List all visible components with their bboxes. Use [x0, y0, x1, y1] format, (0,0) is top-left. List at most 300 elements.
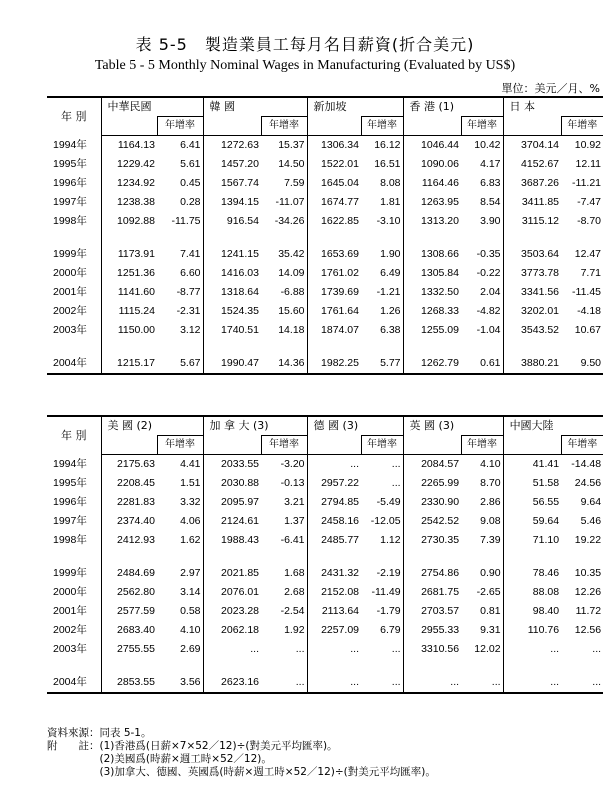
growth-rate-header: 年增率	[361, 436, 403, 455]
footnote: (3)加拿大、德國、英國爲(時薪×週工時×52／12)÷(對美元平均匯率)。	[47, 766, 436, 778]
growth-cell: -4.18	[577, 305, 602, 317]
growth-cell: 1.62	[180, 534, 201, 546]
wage-cell: ...	[307, 455, 361, 475]
growth-cell: 1.81	[380, 196, 401, 208]
country-header: 美 國 (2)	[101, 416, 203, 436]
wage-cell: 1238.38	[101, 193, 157, 212]
growth-cell: 1.92	[284, 624, 305, 636]
table-row	[47, 321, 603, 340]
growth-cell: 2.86	[480, 496, 501, 508]
year-header: 年 別	[61, 109, 87, 123]
growth-cell: -1.21	[376, 286, 401, 298]
growth-cell: 8.54	[480, 196, 501, 208]
growth-cell: ...	[461, 673, 503, 693]
wage-cell: 1272.63	[203, 136, 261, 156]
growth-rate-header: 年增率	[561, 436, 603, 455]
growth-cell: 0.90	[480, 567, 501, 579]
wage-cell: ...	[203, 640, 261, 659]
wage-cell: 916.54	[203, 212, 261, 231]
growth-cell: -1.79	[376, 605, 401, 617]
wage-cell: 3687.26	[503, 174, 561, 193]
year-header: 年 別	[61, 428, 87, 442]
growth-cell: 0.81	[480, 605, 501, 617]
growth-cell: -11.49	[371, 586, 401, 598]
growth-cell: -14.48	[571, 458, 602, 470]
growth-cell: 8.70	[480, 477, 501, 489]
wage-cell: 1046.44	[403, 136, 461, 156]
wage-cell: 1251.36	[101, 264, 157, 283]
growth-cell: 3.12	[180, 324, 201, 336]
wage-cell: 1457.20	[203, 155, 261, 174]
growth-cell: 9.64	[580, 496, 602, 508]
growth-cell: 0.58	[180, 605, 201, 617]
growth-cell: ...	[561, 673, 603, 693]
growth-cell: 5.46	[580, 515, 602, 527]
growth-cell: -0.22	[476, 267, 501, 279]
wage-cell: 1874.07	[307, 321, 361, 340]
growth-cell: -3.10	[376, 215, 401, 227]
wage-cell: 59.64	[503, 512, 561, 531]
wage-cell: 1215.17	[101, 354, 157, 374]
wage-cell: 1739.69	[307, 283, 361, 302]
wage-cell: 1234.92	[101, 174, 157, 193]
growth-cell: -2.19	[376, 567, 401, 579]
growth-cell: 6.60	[180, 267, 201, 279]
wage-cell: 1305.84	[403, 264, 461, 283]
table-row	[47, 354, 603, 374]
growth-cell: -2.65	[476, 586, 501, 598]
growth-cell: 3.90	[480, 215, 501, 227]
growth-cell: 4.17	[480, 158, 501, 170]
growth-cell: 1.68	[284, 567, 305, 579]
wage-cell: 41.41	[503, 455, 561, 475]
growth-cell: 16.12	[374, 139, 401, 151]
wage-cell: 1268.33	[403, 302, 461, 321]
table-row	[47, 493, 603, 512]
growth-cell: -34.26	[274, 215, 305, 227]
growth-cell: 6.83	[480, 177, 501, 189]
growth-cell: -6.41	[280, 534, 305, 546]
growth-cell: ...	[295, 643, 305, 655]
country-header: 德 國 (3)	[307, 416, 403, 436]
year-cell: 2002年	[53, 624, 87, 636]
growth-cell: 12.56	[574, 624, 602, 636]
country-header: 新加坡	[307, 97, 403, 117]
growth-cell: 1.12	[380, 534, 401, 546]
wage-cell: 4152.67	[503, 155, 561, 174]
growth-cell: -12.05	[370, 515, 401, 527]
growth-cell: 5.61	[180, 158, 201, 170]
growth-cell: 3.56	[157, 673, 203, 693]
growth-cell: 14.50	[278, 158, 305, 170]
growth-cell: 10.35	[574, 567, 602, 579]
growth-cell: -4.82	[476, 305, 501, 317]
wage-cell: 2281.83	[101, 493, 157, 512]
wage-cell: 1115.24	[101, 302, 157, 321]
wage-cell: 1645.04	[307, 174, 361, 193]
wage-cell: 2076.01	[203, 583, 261, 602]
table-row	[47, 302, 603, 321]
growth-cell: 9.08	[480, 515, 501, 527]
country-header: 英 國 (3)	[403, 416, 503, 436]
growth-cell: -11.75	[171, 215, 201, 227]
growth-cell: 15.37	[278, 139, 305, 151]
wage-cell: 1263.95	[403, 193, 461, 212]
wage-cell: 2021.85	[203, 564, 261, 583]
wage-cell: 2330.90	[403, 493, 461, 512]
growth-cell: 11.72	[575, 605, 602, 617]
wage-cell: 2023.28	[203, 602, 261, 621]
wage-cell: 2175.63	[101, 455, 157, 475]
wage-cell: 3341.56	[503, 283, 561, 302]
growth-rate-header: 年增率	[361, 117, 403, 136]
growth-cell: 10.67	[574, 324, 602, 336]
table-row	[47, 583, 603, 602]
wage-cell: 2484.69	[101, 564, 157, 583]
title-english: Table 5 - 5 Monthly Nominal Wages in Manufacturing (Evaluated by US$)	[94, 58, 516, 73]
table-row	[47, 136, 603, 156]
wage-cell: ...	[503, 640, 561, 659]
growth-cell: 5.77	[361, 354, 403, 374]
table-row	[47, 193, 603, 212]
wage-cell: 3543.52	[503, 321, 561, 340]
growth-cell: -2.54	[280, 605, 305, 617]
wage-cell: 3411.85	[503, 193, 561, 212]
spacer-row	[47, 550, 603, 564]
table-row	[47, 512, 603, 531]
wage-cell: ...	[307, 640, 361, 659]
growth-cell: 4.06	[180, 515, 201, 527]
table-row	[47, 245, 603, 264]
wage-cell: 2754.86	[403, 564, 461, 583]
growth-cell: 9.31	[480, 624, 501, 636]
growth-cell: 4.41	[180, 458, 201, 470]
wage-cell: 1761.64	[307, 302, 361, 321]
growth-cell: 1.26	[380, 305, 401, 317]
table-row	[47, 673, 603, 693]
wage-cell: 3503.64	[503, 245, 561, 264]
growth-cell: 35.42	[278, 248, 305, 260]
wage-cell: 3115.12	[503, 212, 561, 231]
wage-cell: 2033.55	[203, 455, 261, 475]
wage-cell: 2542.52	[403, 512, 461, 531]
growth-cell: 1.51	[180, 477, 201, 489]
wage-cell: 1255.09	[403, 321, 461, 340]
growth-cell: 6.41	[180, 139, 201, 151]
growth-cell: 7.59	[284, 177, 305, 189]
growth-cell: ...	[391, 477, 401, 489]
footnotes	[47, 727, 436, 779]
wage-cell: 2265.99	[403, 474, 461, 493]
table-row	[47, 174, 603, 193]
growth-cell: ...	[261, 673, 307, 693]
growth-cell: -8.77	[176, 286, 201, 298]
country-header: 加 拿 大 (3)	[203, 416, 307, 436]
growth-cell: 10.42	[474, 139, 501, 151]
wage-cell: 78.46	[503, 564, 561, 583]
wage-cell: 1622.85	[307, 212, 361, 231]
wage-cell: ...	[403, 673, 461, 693]
year-cell: 1998年	[53, 534, 87, 546]
year-cell: 1999年	[53, 567, 87, 579]
country-header: 韓 國	[203, 97, 307, 117]
wage-cell: ...	[307, 673, 361, 693]
wage-cell: 2062.18	[203, 621, 261, 640]
wage-cell: 1308.66	[403, 245, 461, 264]
growth-cell: 15.60	[278, 305, 305, 317]
wage-cell: 1740.51	[203, 321, 261, 340]
wage-cell: 2152.08	[307, 583, 361, 602]
wage-cell: 1988.43	[203, 531, 261, 550]
wage-cell: 2030.88	[203, 474, 261, 493]
wage-cell: 1522.01	[307, 155, 361, 174]
wage-cell: 2853.55	[101, 673, 157, 693]
wage-cell: 3773.78	[503, 264, 561, 283]
growth-cell: -3.20	[280, 458, 305, 470]
growth-cell: 3.32	[180, 496, 201, 508]
wage-cell: 1164.46	[403, 174, 461, 193]
wage-cell: 51.58	[503, 474, 561, 493]
growth-cell: -11.21	[572, 177, 602, 189]
growth-cell: -2.31	[176, 305, 201, 317]
wage-cell: 1990.47	[203, 354, 261, 374]
wage-cell: 1241.15	[203, 245, 261, 264]
wage-cell: 2374.40	[101, 512, 157, 531]
year-cell: 1994年	[53, 138, 87, 151]
wage-cell: 56.55	[503, 493, 561, 512]
table-row	[47, 212, 603, 231]
growth-cell: 0.45	[180, 177, 201, 189]
wage-cell: 2431.32	[307, 564, 361, 583]
growth-cell: 12.26	[574, 586, 602, 598]
wage-cell: 2703.57	[403, 602, 461, 621]
growth-cell: -5.49	[376, 496, 401, 508]
wage-cell: 1229.42	[101, 155, 157, 174]
wage-cell: 1306.34	[307, 136, 361, 156]
table-row	[47, 474, 603, 493]
growth-cell: 12.47	[574, 248, 602, 260]
growth-cell: 1.37	[284, 515, 305, 527]
wage-cell: 1092.88	[101, 212, 157, 231]
wage-cell: 1567.74	[203, 174, 261, 193]
growth-rate-header: 年增率	[157, 436, 203, 455]
year-cell: 1999年	[53, 248, 87, 260]
year-cell: 2003年	[53, 643, 87, 655]
wage-cell: 88.08	[503, 583, 561, 602]
year-cell: 1998年	[53, 215, 87, 227]
spacer-row	[47, 659, 603, 673]
growth-rate-header: 年增率	[261, 117, 307, 136]
growth-cell: 2.69	[180, 643, 201, 655]
source-note: 資料來源：同表 5-1。	[47, 727, 152, 739]
wage-cell: 2577.59	[101, 602, 157, 621]
table-row	[47, 564, 603, 583]
unit-label: 單位：美元／月、%	[501, 82, 600, 95]
table-row	[47, 602, 603, 621]
wage-cell: 3704.14	[503, 136, 561, 156]
growth-cell: -11.45	[572, 286, 602, 298]
growth-rate-header: 年增率	[461, 117, 503, 136]
wage-cell: 2208.45	[101, 474, 157, 493]
wage-cell: 2257.09	[307, 621, 361, 640]
growth-cell: 9.50	[561, 354, 603, 374]
wage-cell: 2485.77	[307, 531, 361, 550]
growth-cell: -8.70	[577, 215, 602, 227]
wage-cell: 71.10	[503, 531, 561, 550]
wage-cell: 2458.16	[307, 512, 361, 531]
table-row	[47, 621, 603, 640]
growth-cell: 14.36	[261, 354, 307, 374]
wage-cell: 1761.02	[307, 264, 361, 283]
wage-cell: 2412.93	[101, 531, 157, 550]
growth-cell: 7.41	[180, 248, 201, 260]
table-row	[47, 640, 603, 659]
wage-cell: 2755.55	[101, 640, 157, 659]
wage-cell: 1982.25	[307, 354, 361, 374]
growth-cell: 0.28	[180, 196, 201, 208]
wage-cell: 1318.64	[203, 283, 261, 302]
growth-cell: 4.10	[180, 624, 201, 636]
growth-cell: 6.79	[380, 624, 401, 636]
wage-cell: 1090.06	[403, 155, 461, 174]
growth-cell: 4.10	[480, 458, 501, 470]
growth-cell: ...	[592, 643, 602, 655]
wage-cell: 1524.35	[203, 302, 261, 321]
table-row	[47, 264, 603, 283]
wage-cell: ...	[503, 673, 561, 693]
growth-cell: -1.04	[476, 324, 501, 336]
wage-cell: 2095.97	[203, 493, 261, 512]
growth-cell: 5.67	[157, 354, 203, 374]
wage-cell: 98.40	[503, 602, 561, 621]
year-cell: 2000年	[53, 586, 87, 598]
wage-cell: 2955.33	[403, 621, 461, 640]
growth-cell: 6.49	[380, 267, 401, 279]
year-cell: 1996年	[53, 177, 87, 189]
growth-cell: 2.97	[180, 567, 201, 579]
country-header: 日 本	[503, 97, 603, 117]
spacer-row	[47, 231, 603, 245]
wage-cell: 1313.20	[403, 212, 461, 231]
wage-cell: 3310.56	[403, 640, 461, 659]
growth-cell: ...	[361, 673, 403, 693]
growth-cell: 24.56	[574, 477, 602, 489]
growth-rate-header: 年增率	[261, 436, 307, 455]
growth-cell: 1.90	[380, 248, 401, 260]
wages-table-west	[47, 415, 603, 694]
country-header: 中國大陸	[503, 416, 603, 436]
growth-cell: 3.14	[180, 586, 201, 598]
wage-cell: 1141.60	[101, 283, 157, 302]
growth-cell: 8.08	[380, 177, 401, 189]
wage-cell: 2730.35	[403, 531, 461, 550]
growth-cell: 2.04	[480, 286, 501, 298]
growth-cell: 2.68	[284, 586, 305, 598]
wage-cell: 2124.61	[203, 512, 261, 531]
wage-cell: 3880.21	[503, 354, 561, 374]
wage-cell: 2683.40	[101, 621, 157, 640]
year-cell: 1994年	[53, 457, 87, 470]
wage-cell: 2794.85	[307, 493, 361, 512]
growth-cell: 19.22	[574, 534, 602, 546]
year-cell: 1997年	[53, 515, 87, 527]
wage-cell: 1150.00	[101, 321, 157, 340]
wage-cell: 2957.22	[307, 474, 361, 493]
wage-cell: 1674.77	[307, 193, 361, 212]
growth-cell: -11.07	[275, 196, 305, 208]
wage-cell: 1173.91	[101, 245, 157, 264]
growth-cell: 3.21	[284, 496, 305, 508]
footnote: 附 註：(1)香港爲(日薪×7×52／12)÷(對美元平均匯率)。	[47, 740, 338, 752]
table-row	[47, 531, 603, 550]
wage-cell: 1394.15	[203, 193, 261, 212]
growth-cell: -0.35	[476, 248, 501, 260]
growth-cell: 6.38	[380, 324, 401, 336]
wage-cell: 2113.64	[307, 602, 361, 621]
table-row	[47, 155, 603, 174]
wage-cell: 110.76	[503, 621, 561, 640]
growth-cell: 0.61	[461, 354, 503, 374]
table-row	[47, 455, 603, 475]
growth-rate-header: 年增率	[561, 117, 603, 136]
wages-table-asia	[47, 96, 603, 375]
wage-cell: 2623.16	[203, 673, 261, 693]
year-cell: 1995年	[53, 158, 87, 170]
wage-cell: 1653.69	[307, 245, 361, 264]
growth-cell: ...	[391, 458, 401, 470]
growth-cell: -0.13	[280, 477, 305, 489]
year-cell: 1995年	[53, 477, 87, 489]
wage-cell: 3202.01	[503, 302, 561, 321]
year-cell: 1996年	[53, 496, 87, 508]
title-chinese: 表 5-5 製造業員工每月名目薪資(折合美元)	[135, 35, 475, 54]
year-cell: 2003年	[53, 324, 87, 336]
year-cell: 2004年	[47, 354, 101, 374]
country-header: 香 港 (1)	[403, 97, 503, 117]
table-row	[47, 283, 603, 302]
growth-cell: 10.92	[574, 139, 602, 151]
growth-cell: ...	[391, 643, 401, 655]
year-cell: 2001年	[53, 286, 87, 298]
growth-cell: 14.09	[278, 267, 305, 279]
growth-cell: 7.39	[480, 534, 501, 546]
year-cell: 2000年	[53, 267, 87, 279]
growth-cell: 14.18	[278, 324, 305, 336]
wage-cell: 2562.80	[101, 583, 157, 602]
year-cell: 2001年	[53, 605, 87, 617]
wage-cell: 1164.13	[101, 136, 157, 156]
growth-cell: -7.47	[577, 196, 602, 208]
growth-cell: 16.51	[374, 158, 401, 170]
wage-cell: 1262.79	[403, 354, 461, 374]
growth-rate-header: 年增率	[461, 436, 503, 455]
wage-cell: 1416.03	[203, 264, 261, 283]
footnote: (2)美國爲(時薪×週工時×52／12)。	[47, 753, 272, 765]
wage-cell: 2681.75	[403, 583, 461, 602]
growth-cell: -6.88	[280, 286, 305, 298]
year-cell: 2004年	[47, 673, 101, 693]
growth-cell: 12.11	[575, 158, 602, 170]
year-cell: 2002年	[53, 305, 87, 317]
growth-cell: 7.71	[580, 267, 602, 279]
country-header: 中華民國	[101, 97, 203, 117]
spacer-row	[47, 340, 603, 354]
wage-cell: 2084.57	[403, 455, 461, 475]
year-cell: 1997年	[53, 196, 87, 208]
wage-cell: 1332.50	[403, 283, 461, 302]
growth-cell: 12.02	[474, 643, 501, 655]
growth-rate-header: 年增率	[157, 117, 203, 136]
